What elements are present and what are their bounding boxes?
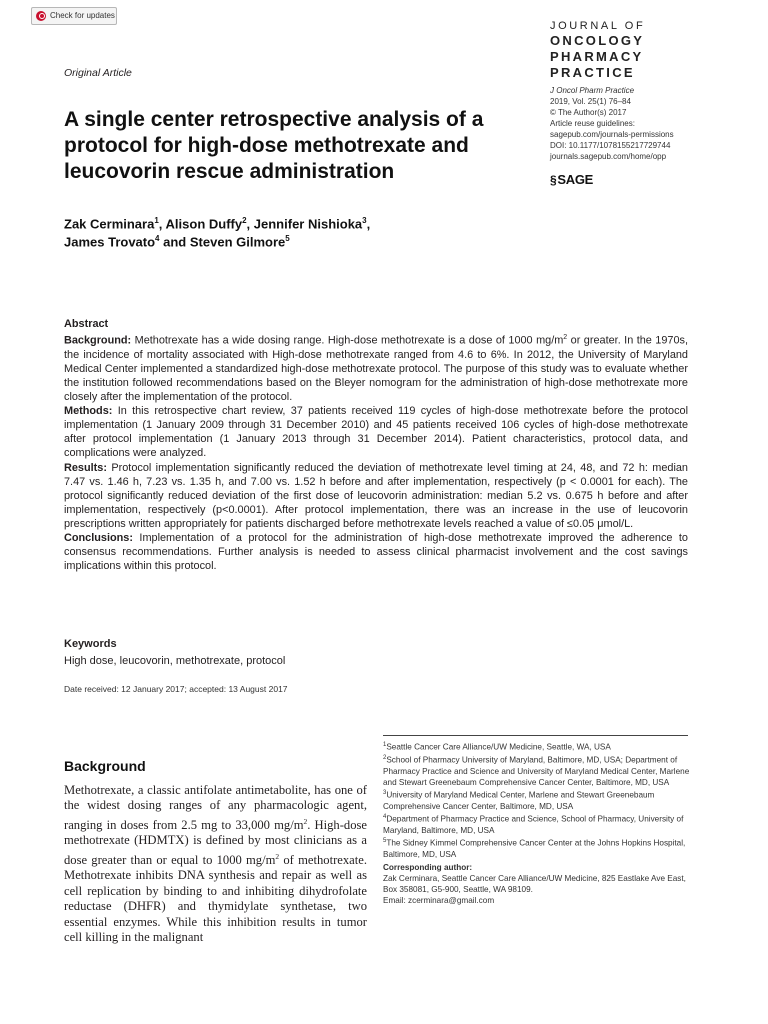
volume-info: 2019, Vol. 25(1) 76–84 — [550, 97, 631, 106]
publisher-name: SAGE — [557, 172, 594, 187]
journal-name-line-4: PRACTICE — [550, 65, 635, 80]
abstract-results — [64, 461, 688, 531]
corresponding-author-email[interactable]: Email: zcerminara@gmail.com — [383, 895, 495, 905]
affiliation-mark: 4 — [383, 813, 387, 820]
keywords-heading: Keywords — [64, 638, 117, 650]
affiliation-item — [383, 812, 693, 836]
abstract-conclusions-text: Implementation of a protocol for the administration of high-dose methotrexate improved the adherence to consensus recommendations. Further analysis is needed to assess clinical pharmacist involvement and the cost savings implications within this protocol. — [64, 532, 688, 573]
affiliation-mark: 3 — [383, 789, 387, 796]
background-text: of methotrexate. Methotrexate inhibits DNA synthesis and repair as well as cell replication by binding to and inhibiting dihydrofolate reductase (DHFR) and thymidylate synthetase, two essential enzymes. While this inhibition results in tumor cell killing in the malignant — [64, 853, 367, 945]
section-heading-background: Background — [64, 758, 146, 774]
abstract-conclusions — [64, 531, 688, 573]
check-for-updates-label: Check for updates — [50, 11, 115, 20]
copyright: © The Author(s) 2017 — [550, 108, 627, 117]
journal-name-line-1: JOURNAL OF — [550, 20, 646, 32]
background-text: . High-dose methotrexate (HDMTX) is defined by most clinicians as a dose greater than or equal to 1000 mg/m — [64, 818, 368, 867]
author-conjunction: and — [163, 234, 187, 250]
author-affiliation-mark: 4 — [155, 234, 160, 243]
author-affiliation-mark: 5 — [285, 234, 290, 243]
superscript: 2 — [563, 334, 568, 342]
background-text: Methotrexate, a classic antifolate antimetabolite, has one of the widest dosing ranges of any pharmacologic agent, ranging in doses from 2.5 mg to 33,000 mg/m — [64, 783, 367, 832]
abstract-background — [64, 331, 688, 404]
affiliation-item — [383, 836, 693, 860]
author-name: James Trovato — [64, 234, 156, 250]
publisher-logo — [550, 172, 593, 187]
abstract-heading: Abstract — [64, 318, 109, 330]
abstract-background-label: Background: — [64, 334, 132, 347]
abstract — [64, 317, 688, 573]
affiliation-item — [383, 740, 693, 753]
doi[interactable]: DOI: 10.1177/1078155217729744 — [550, 141, 671, 150]
affiliation-text: University of Maryland Medical Center, Marlene and Stewart Greenebaum Comprehensive Cancer Center, Baltimore, MD, USA — [383, 790, 655, 811]
authors-line-1: Zak Cerminara$^1$, Alison Duffy$^2$, Jennifer Nishioka$^3$, — [64, 216, 371, 232]
abstract-conclusions-label: Conclusions: — [64, 532, 133, 545]
affiliation-item — [383, 753, 693, 788]
abstract-methods-text: In this retrospective chart review, 37 patients received 119 cycles of high-dose methotrexate before the protocol implementation (1 January 2009 through 31 December 2010) and 45 patients received 106 cycles of high-dose methotrexate after protocol implementation (1 January 2013 through 31 December 2014). Patient characteristics, protocol data, and complications were analyzed. — [64, 405, 688, 460]
author-name: Steven Gilmore — [189, 234, 286, 250]
background-paragraph — [64, 783, 367, 945]
author-affiliation-mark: 2 — [242, 216, 247, 225]
affiliation-text: School of Pharmacy University of Maryland, Baltimore, MD, USA; Department of Pharmacy Practice and Science and University of Maryland Medical Center, Marlene and Stewart Greenebaum Comprehensive Cancer Center, Baltimore, MD, USA — [383, 755, 690, 787]
article-type: Original Article — [64, 67, 132, 79]
author-name: Jennifer Nishioka — [253, 216, 363, 232]
abstract-methods-label: Methods: — [64, 405, 113, 418]
reuse-guidelines: Article reuse guidelines: — [550, 119, 635, 128]
keywords-list: High dose, leucovorin, methotrexate, protocol — [64, 655, 286, 667]
corresponding-author-address: Zak Cerminara, Seattle Cancer Care Alliance/UW Medicine, 825 Eastlake Ave East, Box 358081, G5-900, Seattle, WA 98109. — [383, 873, 686, 894]
affiliation-mark: 1 — [383, 742, 387, 748]
journal-name-line-3: PHARMACY — [550, 49, 644, 64]
abstract-background-text-cont: or greater. In the 1970s, the incidence of mortality associated with High-dose methotrexate ranged from 4.6 to 6%. In 2012, the University of Maryland Medical Center implemented a standardized high-dose methotrexate protocol. The purpose of this study was to evaluate whether the institution followed recommendations based on the Bleyer nomogram for the administration of high-dose methotrexate more closely after the implementation of the protocol. — [64, 334, 688, 404]
authors-line-2 — [64, 231, 290, 250]
article-title: A single center retrospective analysis of a protocol for high-dose methotrexate and leucovorin rescue administration — [64, 108, 484, 183]
affiliation-mark: 5 — [383, 837, 387, 844]
author-affiliation-mark: 3 — [362, 216, 367, 225]
affiliation-text: The Sidney Kimmel Comprehensive Cancer Center at the Johns Hopkins Hospital, Baltimore, MD, USA — [383, 838, 686, 859]
journal-name-line-2: ONCOLOGY — [550, 33, 645, 48]
author-name: Zak Cerminara — [64, 216, 155, 232]
journal-citation: J Oncol Pharm Practice — [550, 86, 635, 95]
superscript: 2 — [303, 816, 308, 826]
affiliation-item — [383, 788, 693, 812]
affiliation-text: Department of Pharmacy Practice and Science, School of Pharmacy, University of Maryland, Baltimore, MD, USA — [383, 814, 684, 835]
affiliations — [383, 740, 693, 906]
check-for-updates-button[interactable] — [31, 7, 117, 25]
abstract-results-text: Protocol implementation significantly reduced the deviation of methotrexate level timing at 24, 48, and 72 h: median 7.47 vs. 1.46 h, 7.23 vs. 1.35 h, and 7.00 vs. 1.52 h before and after implementation, respectively (p < 0.0001 for each). The protocol significantly reduced deviation of the first dose of leucovorin administration: median 5.2 vs. 0.675 h before and after implementation, respectively (p<0.0001). After protocol implementation, there was an increase in the use of leucovorin prescriptions written appropriately for patients discharged before methotrexate levels reached a value of ≤0.05 μmol/L. — [64, 461, 688, 530]
journal-home-link[interactable]: journals.sagepub.com/home/opp — [550, 152, 667, 161]
abstract-methods — [64, 404, 688, 460]
reuse-link[interactable]: sagepub.com/journals-permissions — [550, 130, 674, 139]
author-affiliation-mark: 1 — [154, 216, 159, 225]
sage-logo-icon: § — [550, 172, 557, 187]
superscript: 2 — [275, 851, 280, 861]
abstract-results-label: Results: — [64, 461, 107, 474]
abstract-background-text: Methotrexate has a wide dosing range. High-dose methotrexate is a dose of 1000 mg/m — [134, 334, 564, 347]
footnote-divider — [383, 735, 688, 736]
author-name: Alison Duffy — [165, 216, 243, 232]
affiliation-mark: 2 — [383, 754, 387, 761]
crossmark-icon — [36, 11, 46, 21]
corresponding-author-heading: Corresponding author: — [383, 862, 473, 872]
date-received: Date received: 12 January 2017; accepted: 13 August 2017 — [64, 684, 288, 694]
affiliation-text: Seattle Cancer Care Alliance/UW Medicine, Seattle, WA, USA — [386, 742, 611, 752]
